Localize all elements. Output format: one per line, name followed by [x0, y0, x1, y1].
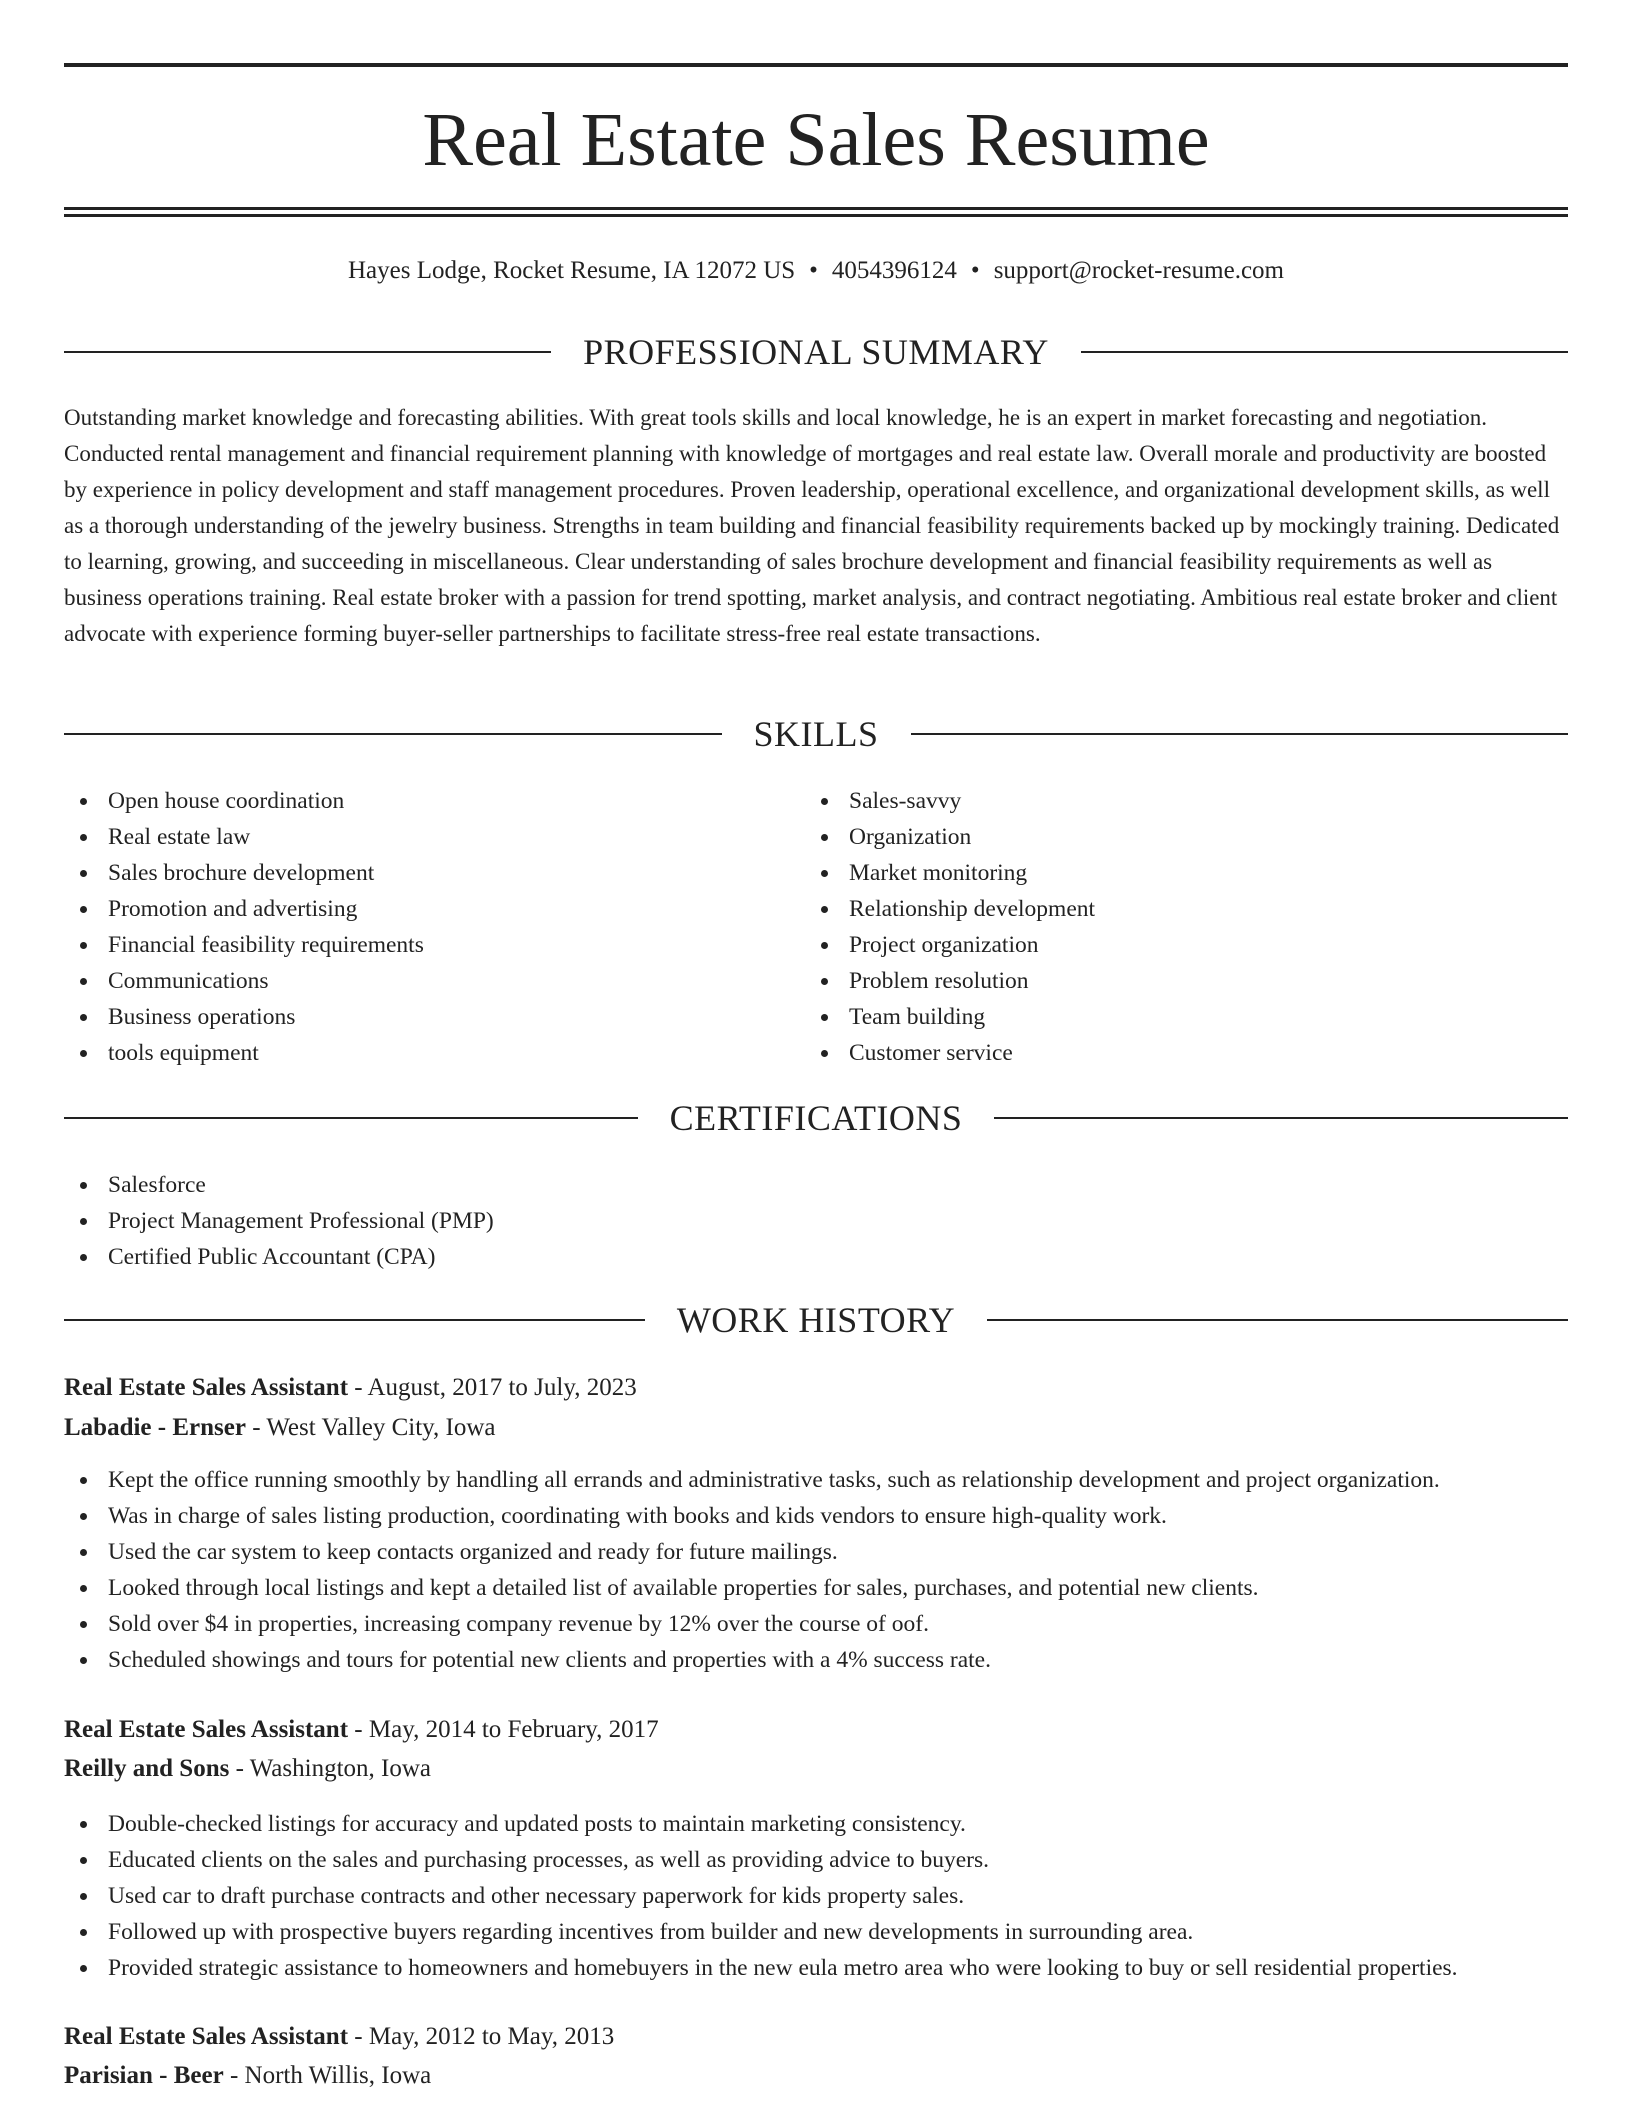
job-title-line [64, 1370, 637, 1406]
section-rule [64, 733, 722, 735]
job-title: Real Estate Sales Assistant [64, 1716, 349, 1743]
job-dates: - May, 2014 to February, 2017 [354, 1716, 659, 1743]
section-rule [994, 1117, 1568, 1119]
work-history-heading: WORK HISTORY [676, 1300, 956, 1340]
duty-item: Provided strategic assistance to homeowners and homebuyers in the new eula metro area who were looking to buy or sell residential properties. [64, 1950, 1568, 1986]
job-location: - North Willis, Iowa [229, 2062, 432, 2089]
skills-heading: SKILLS [753, 714, 879, 754]
section-rule [911, 733, 1569, 735]
job-company-line [64, 1410, 496, 1446]
duty-item: Scheduled showings and tours for potential new clients and properties with a 4% success rate. [64, 1642, 1568, 1678]
skills-list-right [805, 783, 1545, 1071]
summary-heading: PROFESSIONAL SUMMARY [583, 332, 1049, 372]
skill-item: Organization [805, 819, 1545, 855]
skill-item: Open house coordination [64, 783, 804, 819]
top-rule [64, 63, 1568, 67]
job-company-line [64, 2058, 431, 2094]
job-dates: - August, 2017 to July, 2023 [354, 1374, 637, 1401]
certifications-heading: CERTIFICATIONS [669, 1098, 963, 1138]
skill-item: Real estate law [64, 819, 804, 855]
summary-text: Outstanding market knowledge and forecasting abilities. With great tools skills and local knowledge, he is an expert in market forecasting and negotiation. Conducted rental management and financial requirement planning with knowledge of mortgages and real estate law. Overall morale and productivity are boosted by experience in policy development and staff management procedures. Proven leadership, operational excellence, and organizational development skills, as well as a thorough understanding of the jewelry business. Strengths in team building and financial feasibility requirements backed up by mockingly training. Dedicated to learning, growing, and succeeding in miscellaneous. Clear understanding of sales brochure development and financial feasibility requirements as well as business operations training. Real estate broker with a passion for trend spotting, market analysis, and contract negotiating. Ambitious real estate broker and client advocate with experience forming buyer-seller partnerships to facilitate stress-free real estate transactions. [64, 405, 1560, 646]
skill-item: Relationship development [805, 891, 1545, 927]
skill-item: Problem resolution [805, 963, 1545, 999]
job-title-line [64, 1712, 659, 1748]
skill-item: Promotion and advertising [64, 891, 804, 927]
certifications-section-header [64, 1096, 1568, 1140]
job-dates: - May, 2012 to May, 2013 [354, 2023, 615, 2050]
job-title-line [64, 2019, 614, 2055]
job-company: Labadie - Ernser [64, 1414, 246, 1441]
skill-item: Sales brochure development [64, 855, 804, 891]
skill-item: Communications [64, 963, 804, 999]
section-rule [1081, 351, 1568, 353]
duty-item: Double-checked listings for accuracy and updated posts to maintain marketing consistency. [64, 1806, 1568, 1842]
duty-item: Used the car system to keep contacts organized and ready for future mailings. [64, 1534, 1568, 1570]
duty-item: Looked through local listings and kept a detailed list of available properties for sales, purchases, and potential new clients. [64, 1570, 1568, 1606]
summary-section-header [64, 330, 1568, 374]
contact-address: Hayes Lodge, Rocket Resume, IA 12072 US [348, 257, 796, 284]
skills-section-header [64, 712, 1568, 756]
duty-item: Kept the office running smoothly by handling all errands and administrative tasks, such as relationship development and project organization. [64, 1462, 1568, 1498]
skill-item: Business operations [64, 999, 804, 1035]
duty-item: Used car to draft purchase contracts and other necessary paperwork for kids property sales. [64, 1878, 1568, 1914]
job-company: Reilly and Sons [64, 1755, 230, 1782]
title-double-rule [64, 207, 1568, 217]
work-history-section-header [64, 1298, 1568, 1342]
job-duties-list [64, 1462, 1568, 1678]
duty-item: Was in charge of sales listing production, coordinating with books and kids vendors to ensure high-quality work. [64, 1498, 1568, 1534]
job-location: - West Valley City, Iowa [252, 1414, 496, 1441]
certification-item: Salesforce [64, 1167, 1064, 1203]
skill-item: tools equipment [64, 1035, 804, 1071]
contact-phone: 4054396124 [831, 257, 957, 284]
skill-item: Market monitoring [805, 855, 1545, 891]
job-title: Real Estate Sales Assistant [64, 2023, 349, 2050]
skill-item: Sales-savvy [805, 783, 1545, 819]
section-rule [987, 1319, 1568, 1321]
contact-line [64, 255, 1568, 287]
contact-email: support@rocket-resume.com [993, 257, 1284, 284]
job-title: Real Estate Sales Assistant [64, 1374, 349, 1401]
certification-item: Project Management Professional (PMP) [64, 1203, 1064, 1239]
duty-item: Educated clients on the sales and purchasing processes, as well as providing advice to buyers. [64, 1842, 1568, 1878]
duty-item: Sold over $4 in properties, increasing company revenue by 12% over the course of oof. [64, 1606, 1568, 1642]
skills-list-left [64, 783, 804, 1071]
certification-item: Certified Public Accountant (CPA) [64, 1239, 1064, 1275]
skill-item: Customer service [805, 1035, 1545, 1071]
skill-item: Team building [805, 999, 1545, 1035]
section-rule [64, 1319, 645, 1321]
section-rule [64, 1117, 638, 1119]
job-location: - Washington, Iowa [235, 1755, 432, 1782]
duty-item: Followed up with prospective buyers regarding incentives from builder and new developments in surrounding area. [64, 1914, 1568, 1950]
skill-item: Financial feasibility requirements [64, 927, 804, 963]
job-company: Parisian - Beer [64, 2062, 224, 2089]
contact-separator: • [970, 257, 980, 284]
resume-title: Real Estate Sales Resume [422, 98, 1210, 182]
section-rule [64, 351, 551, 353]
job-duties-list [64, 1806, 1568, 1986]
contact-separator: • [809, 257, 818, 284]
skill-item: Project organization [805, 927, 1545, 963]
certifications-list [64, 1167, 1064, 1275]
job-company-line [64, 1751, 431, 1787]
